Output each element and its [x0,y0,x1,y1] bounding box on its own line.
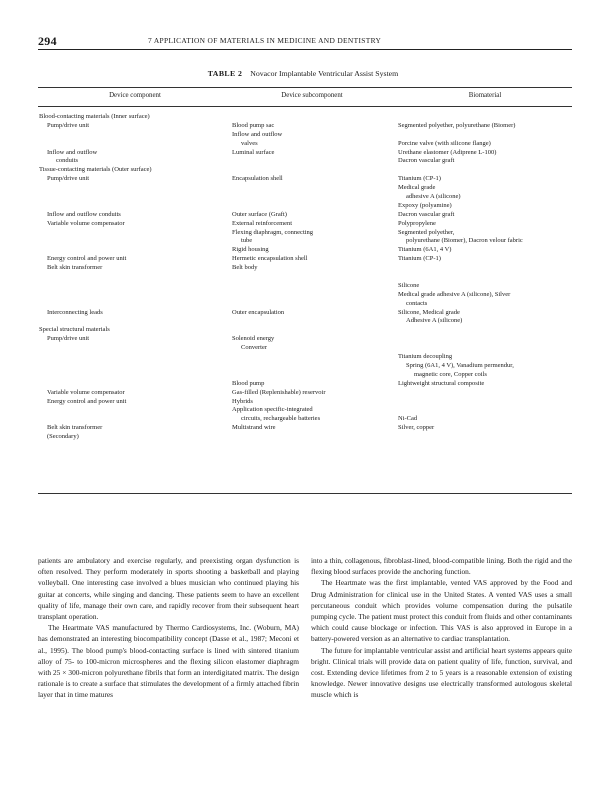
cell-subcomponent: circuits, rechargeable batteries [241,415,321,423]
cell-biomaterial: Silver, copper [398,424,435,432]
table-row [0,220,606,229]
cell-biomaterial: Polypropylene [398,219,436,227]
table-row [0,264,606,273]
cell-biomaterial: Titanium (CP-1) [398,255,441,263]
table-caption [0,69,606,78]
cell-subcomponent: Blood pump sac [232,121,275,129]
cell-component: Inflow and outflow [47,148,98,156]
running-head: 7 APPLICATION OF MATERIALS IN MEDICINE AND DENTISTRY [148,36,382,45]
cell-biomaterial: Medical grade [398,184,436,192]
table-title: Novacor Implantable Ventricular Assist System [250,69,399,78]
cell-component: Special structural materials [39,326,110,334]
cell-component: Energy control and power unit [47,255,127,263]
cell-subcomponent: Encapsulation shell [232,175,283,183]
cell-component: (Secondary) [47,433,79,441]
cell-subcomponent: Outer encapsulation [232,308,285,316]
cell-biomaterial: Titanium (CP-1) [398,175,441,183]
cell-component: conduits [56,157,79,165]
table-row [0,184,606,193]
cell-subcomponent: tube [241,237,253,245]
cell-component: Interconnecting leads [47,308,103,316]
cell-component: Tissue-contacting materials (Outer surface) [39,166,152,174]
column-header-component: Device component [109,92,161,99]
cell-component: Energy control and power unit [47,397,127,405]
table-row [0,362,606,371]
page-header [38,34,572,50]
table-row [0,415,606,424]
cell-biomaterial: Segmented polyether, polyurethane (Biomer) [398,121,516,129]
cell-biomaterial: Spring (6A1, 4 V), Vanadium permendur, [406,361,514,369]
header-rule [38,49,572,50]
table-label: TABLE 2 [207,69,243,78]
table-row [0,326,606,335]
cell-component: Belt skin transformer [47,264,103,272]
table-row [0,113,606,122]
cell-biomaterial: Titanium (6A1, 4 V) [398,246,452,254]
table-row [0,246,606,255]
table-row [0,193,606,202]
table-row [0,122,606,131]
body-column-left [38,555,299,701]
body-paragraph: The future for implantable ventricular assist and artificial heart systems appears quite bright. Clinical trials will provide data on patient quality of life, function, survival, and cost. Extending device lifetimes from 2 to 5 years is a reasonable extension of existing knowledge. Newer innovative designs use electrically transformed autologous skeletal muscle which is [311,645,572,700]
table-row [0,380,606,389]
cell-subcomponent: Rigid housing [232,246,269,254]
cell-component: Belt skin transformer [47,424,103,432]
body-paragraph: The Heartmate VAS manufactured by Thermo Cardiosystems, Inc. (Woburn, MA) has demonstrated an interesting biocompatibility concept (Dasse et al., 1987; Meconi et al., 1995). The blood pump's blood-contacting surface is lined with sintered titanium alloy of 75- to 100-micron microspheres and the flexing silicon elastomer diaphragm with 25 × 300-micron polyurethane fibrils that form an interdigitated matrix. The design rationale is to create a surface that stimulates the development of a firmly attached fibrin layer that in time matures [38,623,299,700]
body-paragraph: patients are ambulatory and exercise regularly, and preexisting organ dysfunction is often resolved. They perform moderately in sports shooting a basketball and playing volleyball. One interesting case involved a blues musician who continued playing his guitar at concerts, while singing and dancing. These patients seem to have an excellent quality of life, manage their own care, and rapidly recover from their subsequent heart transplant operation. [38,556,299,622]
table-row [0,344,606,353]
table-bottom-rule [38,493,572,494]
cell-subcomponent: Belt body [232,264,258,272]
table-row [0,273,606,282]
table-row [0,202,606,211]
cell-biomaterial: Lightweight structural composite [398,379,485,387]
cell-subcomponent: Application specific-integrated [232,406,313,414]
cell-biomaterial: Ni-Cad [398,415,418,423]
cell-component: Blood-contacting materials (Inner surface) [39,113,150,120]
cell-biomaterial: Dacron vascular graft [398,210,455,218]
body-paragraph: The Heartmate was the first implantable, vented VAS approved by the Food and Drug Administration for clinical use in the United States. A vented VAS uses a small percutaneous conduit which provides volume compensation during the pulsatile pumping cycle. The patient must protect this conduit from fluids and other contaminants which could cause blockage or infection. This VAS is also approved in Europe in a battery-powered version as an alternative to cardiac transplantation. [311,578,572,644]
cell-subcomponent: valves [241,139,258,147]
table-row [0,300,606,309]
table-row [0,406,606,415]
cell-subcomponent: Hermetic encapsulation shell [232,255,308,263]
cell-subcomponent: External reinforcement [232,219,293,227]
cell-subcomponent: Inflow and outflow [232,130,283,138]
cell-biomaterial: Titanium decoupling [398,353,453,361]
cell-biomaterial: Silicone, Medical grade [398,308,460,316]
table-row [0,398,606,407]
table-body [0,113,606,442]
table-row [0,131,606,140]
cell-biomaterial: Silicone [398,281,420,289]
table-row [0,175,606,184]
cell-subcomponent: Converter [241,344,267,352]
cell-biomaterial: contacts [406,299,428,307]
table-row [0,149,606,158]
table-row [0,140,606,149]
cell-subcomponent: Hybrids [232,397,253,405]
table-row [0,255,606,264]
cell-biomaterial: Segmented polyether, [398,228,455,236]
table-row [0,433,606,442]
cell-subcomponent: Flexing diaphragm, connecting [232,228,314,236]
cell-component: Pump/drive unit [47,335,90,343]
cell-subcomponent: Gas-filled (Replenishable) reservoir [232,388,326,396]
cell-component: Inflow and outflow conduits [47,210,121,218]
body-paragraph: into a thin, collagenous, fibroblast-lined, blood-compatible lining. Both the rigid and the flexing blood surfaces provide the anchoring function. [311,556,572,577]
table-row [0,282,606,291]
table-row [0,371,606,380]
cell-biomaterial: Urethane elastomer (Adiprene L-100) [398,148,497,156]
cell-component: Variable volume compensator [47,219,125,227]
table-row [0,424,606,433]
table-row [0,389,606,398]
cell-subcomponent: Luminal surface [232,148,275,156]
table-row [0,309,606,318]
cell-subcomponent: Outer surface (Graft) [232,210,287,218]
cell-biomaterial: Expoxy (polyamine) [398,201,452,209]
column-header-subcomponent: Device subcomponent [281,92,343,99]
cell-biomaterial: adhesive A (silicone) [406,193,461,201]
cell-biomaterial: Dacron vascular graft [398,157,455,165]
table-top-rule [38,87,572,88]
cell-biomaterial: polyurethane (Biomer), Dacron velour fabric [406,237,523,245]
table-row [0,166,606,175]
table-row [0,353,606,362]
column-header-biomaterial: Biomaterial [468,92,502,99]
table-row [0,291,606,300]
table-header-rule [38,106,572,107]
cell-biomaterial: magnetic core, Copper coils [414,370,487,378]
cell-component: Pump/drive unit [47,175,90,183]
cell-subcomponent: Multistrand wire [232,424,276,432]
cell-biomaterial: Porcine valve (with silicone flange) [398,139,491,147]
table-row [0,237,606,246]
table-row [0,317,606,326]
table-row [0,211,606,220]
table-row [0,157,606,166]
cell-component: Pump/drive unit [47,121,90,129]
cell-biomaterial: Medical grade adhesive A (silicone), Silver [398,290,511,298]
cell-subcomponent: Blood pump [232,379,265,387]
cell-subcomponent: Solenoid energy [232,335,275,343]
cell-biomaterial: Adhesive A (silicone) [406,317,463,325]
page-number: 294 [38,34,57,48]
cell-component: Variable volume compensator [47,388,125,396]
table-row [0,335,606,344]
table-row [0,229,606,238]
body-column-right [311,555,572,701]
